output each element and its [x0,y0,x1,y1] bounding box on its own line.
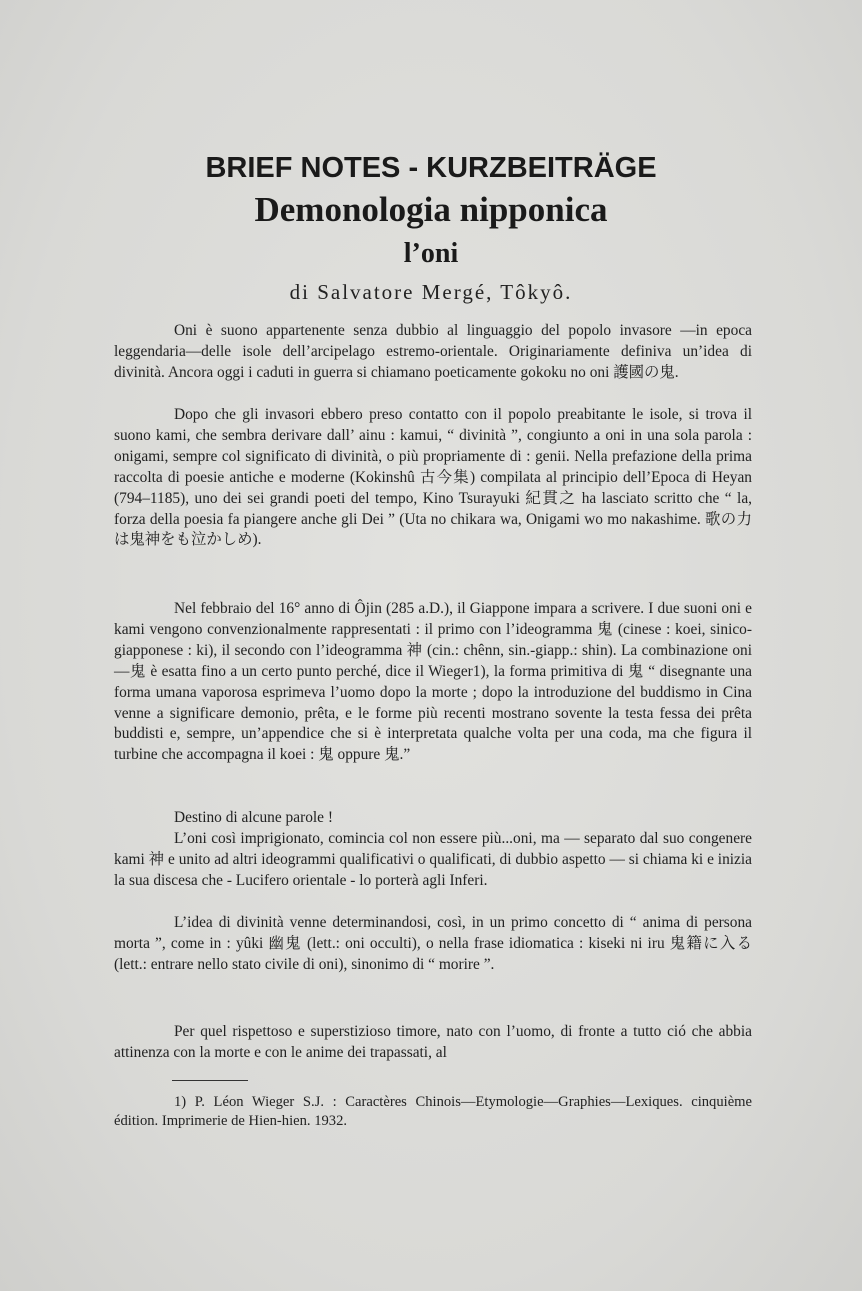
paragraph-7 [114,1022,752,1064]
section-heading: BRIEF NOTES - KURZBEITRÄGE [205,152,657,184]
paragraph-2 [114,405,752,551]
paragraph-1 [114,321,752,384]
paragraph-6 [114,913,752,976]
paragraph-4 [114,808,752,829]
paragraph-5 [114,829,752,892]
footnote-divider [172,1080,248,1081]
footnote [114,1093,752,1131]
footnote-text: 1) P. Léon Wieger S.J. : Caractères Chinois—Etymologie—Graphies—Lexiques. cinquième édition. Imprimerie de Hien-hien. 1932. [114,1094,752,1129]
paragraph-3 [114,599,752,766]
paragraph-text: Nel febbraio del 16° anno di Ôjin (285 a.D.), il Giappone impara a scrivere. I due suoni oni e kami vengono convenzionalmente rappresentati : il primo con l’ideogramma 鬼 (cinese : koei, sinico-giapponese : ki), il secondo con l’ideogramma 神 (cin.: chênn, sin.-giapp.: shin). La combinazione oni—鬼 è esatta fino a un certo punto perché, dice il Wieger1), la forma primitiva di 鬼 “ disegnante una forma umana vaporosa esprimeva l’uomo dopo la morte ; dopo la introduzione del buddismo in Cina venne a significare demonio, prêta, e le forme più recenti mostrano sovente la testa fessa dei prêta buddisti e, sempre, un’appendice che si è interpretata qualche volta per una coda, ma che figura il turbine che accompagna il koei : 鬼 oppure 鬼.” [114,600,752,764]
paragraph-text: Per quel rispettoso e superstizioso timore, nato con l’uomo, di fronte a tutto ció che abbia attinenza con la morte e con le anime dei trapassati, al [114,1023,752,1061]
article-title: Demonologia nipponica [254,190,608,229]
paragraph-text: Dopo che gli invasori ebbero preso contatto con il popolo preabitante le isole, si trova il suono kami, che sembra derivare dall’ ainu : kamui, “ divinità ”, congiunto a oni in una sola parola : onigami, sempre col significato di divinità, o più propriamente di : genii. Nella prefazione della prima raccolta di poesie antiche e moderne (Kokinshû 古今集) compilata al principio dell’Epoca di Heyan (794–1185), uno dei sei grandi poeti del tempo, Kino Tsurayuki 紀貫之 ha lasciato scritto che “ la, forza della poesia fa piangere anche gli Dei ” (Uta no chikara wa, Onigami wo mo nakashime. 歌の力は鬼神をも泣かしめ). [114,406,752,549]
article-subtitle: l’oni [403,238,459,269]
paragraph-text: Oni è suono appartenente senza dubbio al linguaggio del popolo invasore —in epoca leggendaria—delle isole dell’arcipelago estremo-orientale. Originariamente definiva un’idea di divinità. Ancora oggi i caduti in guerra si chiamano poeticamente gokoku no oni 護國の鬼. [114,322,752,381]
paragraph-text: Destino di alcune parole ! [174,809,333,826]
paragraph-text: L’idea di divinità venne determinandosi, così, in un primo concetto di “ anima di persona morta ”, come in : yûki 幽鬼 (lett.: oni occulti), o nella frase idiomatica : kiseki ni iru 鬼籍に入る (lett.: entrare nello stato civile di oni), sinonimo di “ morire ”. [114,914,752,973]
author-line: di Salvatore Mergé, Tôkyô. [289,280,573,304]
paragraph-text: L’oni così imprigionato, comincia col non essere più...oni, ma — separato dal suo congenere kami 神 e unito ad altri ideogrammi qualificativi o qualificati, di dubbio aspetto — si chiama ki e inizia la sua discesa che - Lucifero orientale - lo porterà agli Inferi. [114,830,752,889]
